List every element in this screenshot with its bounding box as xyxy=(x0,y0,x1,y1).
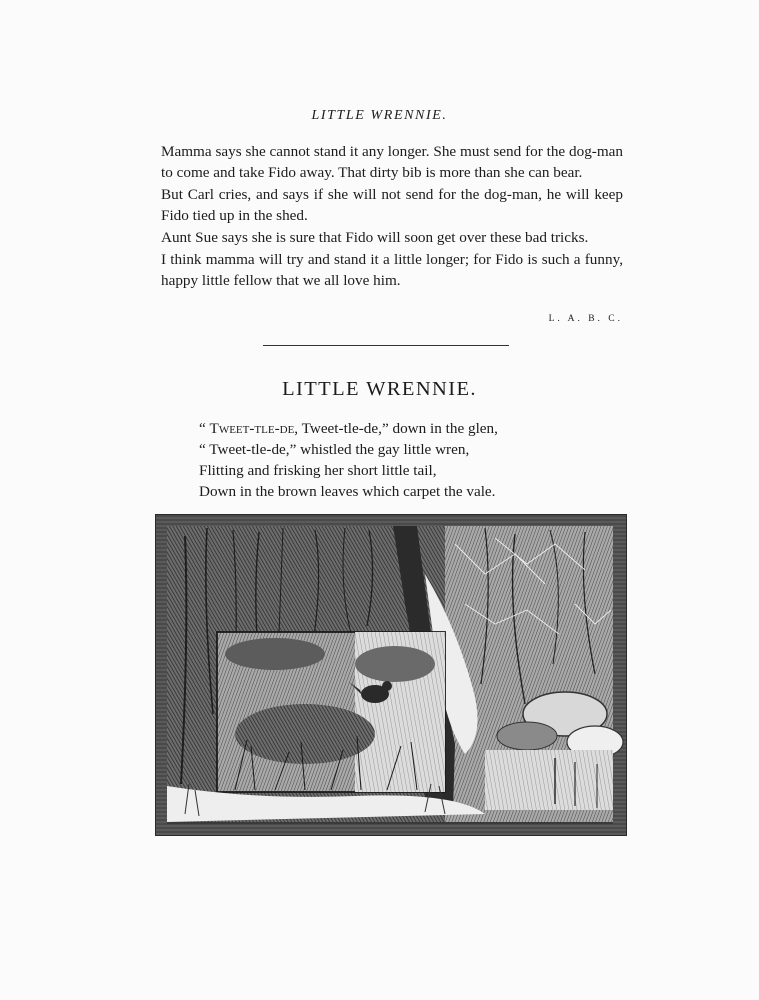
paragraph-2: But Carl cries, and says if she will not send for the dog-man, he will keep Fido tied up in the shed. xyxy=(161,186,623,224)
section-divider xyxy=(263,345,509,346)
poem-line-1-rest: Tweet-tle-de,” down in the glen, xyxy=(298,420,498,437)
paragraph-3: Aunt Sue says she is sure that Fido will soon get over these bad tricks. xyxy=(161,229,589,246)
prose-block xyxy=(161,141,623,291)
page-header: LITTLE WRENNIE. xyxy=(311,108,448,123)
poem xyxy=(199,418,498,502)
woodland-illustration xyxy=(155,514,627,836)
poem-title: LITTLE WRENNIE. xyxy=(282,378,477,400)
poem-line-3: Flitting and frisking her short little tail, xyxy=(199,462,437,479)
paragraph-1: Mamma says she cannot stand it any longer. She must send for the dog-man to come and take Fido away. That dirty bib is more than she can bear. xyxy=(161,143,623,181)
poem-line-1-smallcaps: Tweet-tle-de, xyxy=(209,420,299,437)
paragraph-4: I think mamma will try and stand it a little longer; for Fido is such a funny, happy little fellow that we all love him. xyxy=(161,251,623,289)
poem-line-4: Down in the brown leaves which carpet the vale. xyxy=(199,483,496,500)
poem-line-1-open: “ xyxy=(199,420,210,437)
signature: L. A. B. C. xyxy=(548,314,623,324)
poem-line-1 xyxy=(199,418,498,439)
poem-line-2: “ Tweet-tle-de,” whistled the gay little wren, xyxy=(199,441,470,458)
